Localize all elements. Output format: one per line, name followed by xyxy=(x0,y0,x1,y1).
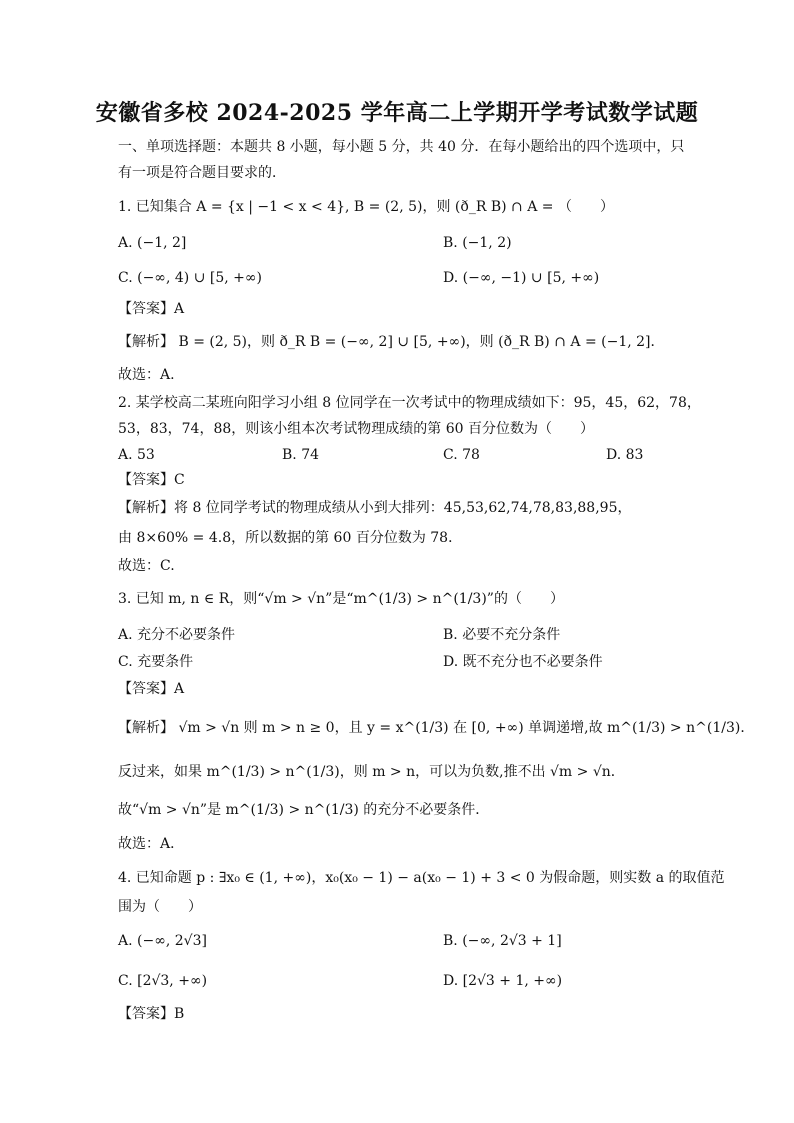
q4-option-b: B. (−∞, 2√3 + 1] xyxy=(443,933,562,949)
section-heading-line-2: 有一项是符合题目要求的． xyxy=(118,165,286,181)
q1-conclusion: 故选：A. xyxy=(118,367,175,383)
q3-option-c: C. 充要条件 xyxy=(118,654,194,670)
q3-analysis-line-2: 反过来，如果 m^(1/3) > n^(1/3)，则 m > n，可以为负数,推不出 √m > √n． xyxy=(118,764,625,780)
q1-option-c: C. (−∞, 4) ∪ [5, +∞) xyxy=(118,270,262,286)
q4-option-a: A. (−∞, 2√3] xyxy=(118,933,207,949)
q2-option-c: C. 78 xyxy=(443,447,480,463)
q1-option-b: B. (−1, 2) xyxy=(443,235,512,251)
q2-stem-line-1: 2. 某学校高二某班向阳学习小组 8 位同学在一次考试中的物理成绩如下：95，45，62，78， xyxy=(118,395,701,411)
q1-option-d: D. (−∞, −1) ∪ [5, +∞) xyxy=(443,270,600,286)
q4-answer: 【答案】B xyxy=(118,1006,185,1022)
q3-analysis-line-3: 故“√m > √n”是 m^(1/3) > n^(1/3) 的充分不必要条件． xyxy=(118,802,490,818)
page-title: 安徽省多校 2024-2025 学年高二上学期开学考试数学试题 xyxy=(95,100,699,126)
q2-answer: 【答案】C xyxy=(118,472,185,488)
q2-option-b: B. 74 xyxy=(282,447,320,463)
q2-option-a: A. 53 xyxy=(118,447,155,463)
q3-answer: 【答案】A xyxy=(118,681,185,697)
q2-stem-line-2: 53，83，74，88，则该小组本次考试物理成绩的第 60 百分位数为（ ） xyxy=(118,421,594,437)
q3-conclusion: 故选：A． xyxy=(118,836,185,852)
q3-option-a: A. 充分不必要条件 xyxy=(118,627,236,643)
q3-option-b: B. 必要不充分条件 xyxy=(443,627,561,643)
q1-stem: 1. 已知集合 A = {x | −1 < x < 4}, B = (2, 5)，则 (ð_R B) ∩ A = （ ） xyxy=(118,199,614,215)
q3-stem: 3. 已知 m, n ∈ R，则“√m > √n”是“m^(1/3) > n^(1/3)”的（ ） xyxy=(118,591,564,607)
q1-option-a: A. (−1, 2] xyxy=(118,235,187,251)
q2-analysis-line-2: 由 8×60% = 4.8，所以数据的第 60 百分位数为 78． xyxy=(118,530,463,546)
q2-analysis-line-1: 【解析】将 8 位同学考试的物理成绩从小到大排列：45,53,62,74,78,83,88,95， xyxy=(118,500,632,516)
q2-option-d: D. 83 xyxy=(606,447,644,463)
q4-stem-line-2: 围为（ ） xyxy=(118,899,202,915)
q4-option-c: C. [2√3, +∞) xyxy=(118,973,208,989)
q1-answer: 【答案】A xyxy=(118,301,185,317)
q4-stem-line-1: 4. 已知命题 p : ∃x₀ ∈ (1, +∞)，x₀(x₀ − 1) − a(x₀ − 1) + 3 < 0 为假命题，则实数 a 的取值范 xyxy=(118,870,725,886)
q3-analysis-line-1: 【解析】 √m > √n 则 m > n ≥ 0，且 y = x^(1/3) 在 [0, +∞) 单调递增,故 m^(1/3) > n^(1/3)． xyxy=(118,720,755,736)
q2-conclusion: 故选：C. xyxy=(118,558,175,574)
q1-analysis: 【解析】 B = (2, 5)，则 ð_R B = (−∞, 2] ∪ [5, +∞)，则 (ð_R B) ∩ A = (−1, 2]． xyxy=(118,334,665,350)
q3-option-d: D. 既不充分也不必要条件 xyxy=(443,654,603,670)
section-heading-line-1: 一、单项选择题：本题共 8 小题，每小题 5 分，共 40 分．在每小题给出的四个选项中，只 xyxy=(118,139,685,155)
q4-option-d: D. [2√3 + 1, +∞) xyxy=(443,973,563,989)
